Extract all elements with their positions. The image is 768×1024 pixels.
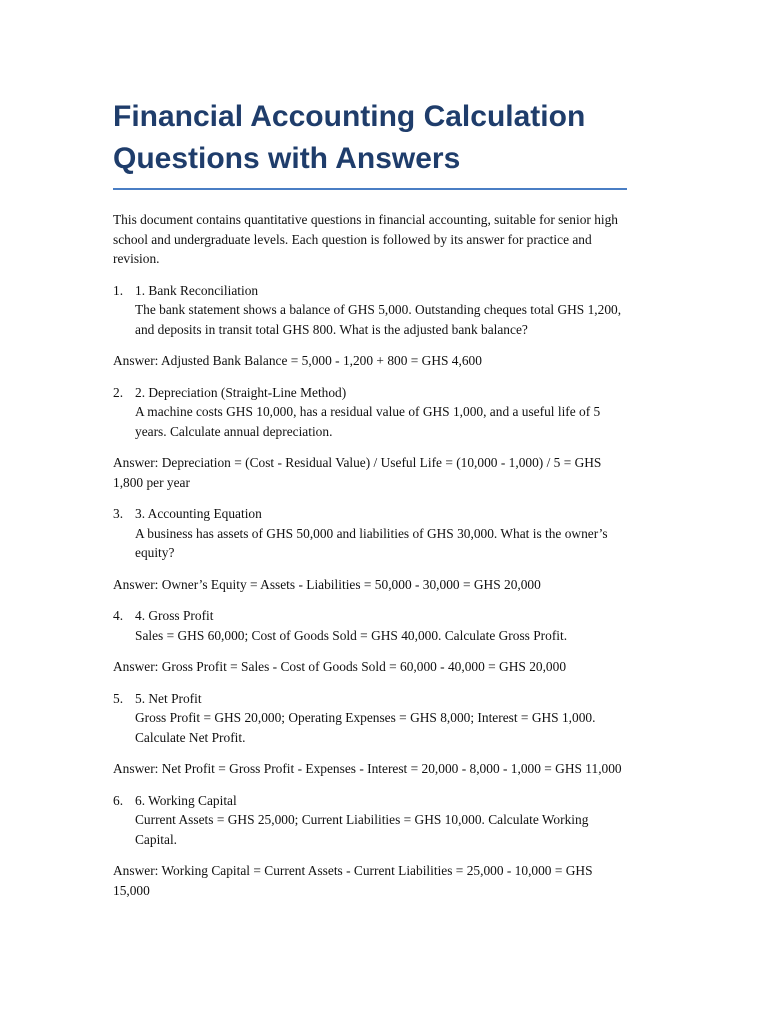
question-item-3 xyxy=(113,504,629,594)
question-body xyxy=(135,504,629,563)
question-text: Sales = GHS 60,000; Cost of Goods Sold = GHS 40,000. Calculate Gross Profit. xyxy=(135,627,568,643)
answer-text: Answer: Depreciation = (Cost - Residual Value) / Useful Life = (10,000 - 1,000) / 5 = GHS 1,800 per year xyxy=(113,455,602,490)
question-body xyxy=(135,689,629,748)
answer-text: Answer: Adjusted Bank Balance = 5,000 - 1,200 + 800 = GHS 4,600 xyxy=(113,353,482,368)
question xyxy=(113,281,629,340)
question-text: The bank statement shows a balance of GHS 5,000. Outstanding cheques total GHS 1,200, and deposits in transit total GHS 800. What is the adjusted bank balance? xyxy=(135,302,622,337)
question-heading: 4. Gross Profit xyxy=(135,608,214,623)
question-heading: 3. Accounting Equation xyxy=(135,506,262,521)
question-number: 5. xyxy=(113,690,124,706)
question xyxy=(113,689,629,748)
question xyxy=(113,606,629,645)
question-text: A machine costs GHS 10,000, has a residual value of GHS 1,000, and a useful life of 5 years. Calculate annual depreciation. xyxy=(135,404,601,439)
question-body xyxy=(135,281,629,340)
question-number: 6. xyxy=(113,792,124,808)
question-body xyxy=(135,383,629,442)
question-text: Current Assets = GHS 25,000; Current Liabilities = GHS 10,000. Calculate Working Capital. xyxy=(135,812,589,847)
question-number: 1. xyxy=(113,282,124,298)
question-heading: 1. Bank Reconciliation xyxy=(135,282,259,298)
question-body xyxy=(135,791,629,850)
answer-text: Answer: Owner’s Equity = Assets - Liabilities = 50,000 - 30,000 = GHS 20,000 xyxy=(113,576,541,592)
question-text: A business has assets of GHS 50,000 and liabilities of GHS 30,000. What is the owner’s equity? xyxy=(135,525,608,560)
answer-text: Answer: Working Capital = Current Assets - Current Liabilities = 25,000 - 10,000 = GHS 15,000 xyxy=(113,863,593,898)
question-number: 3. xyxy=(113,506,124,521)
question-text: Gross Profit = GHS 20,000; Operating Expenses = GHS 8,000; Interest = GHS 1,000. Calculate Net Profit. xyxy=(135,710,596,745)
question-list xyxy=(113,281,629,901)
question-item-5 xyxy=(113,689,629,779)
question-item-2 xyxy=(113,383,629,493)
question-number: 2. xyxy=(113,384,124,400)
question-heading: 6. Working Capital xyxy=(135,792,237,808)
question-number: 4. xyxy=(113,608,124,623)
question xyxy=(113,504,629,563)
answer-text: Answer: Gross Profit = Sales - Cost of Goods Sold = 60,000 - 40,000 = GHS 20,000 xyxy=(113,659,567,674)
question-heading: 2. Depreciation (Straight-Line Method) xyxy=(135,384,347,400)
intro-paragraph: This document contains quantitative questions in financial accounting, suitable for senior high school and undergraduate levels. Each question is followed by its answer for practice and revision. xyxy=(113,212,619,266)
document-page xyxy=(113,96,629,912)
question-item-1 xyxy=(113,281,629,371)
question xyxy=(113,383,629,442)
answer-text: Answer: Net Profit = Gross Profit - Expenses - Interest = 20,000 - 8,000 - 1,000 = GHS 11,000 xyxy=(113,761,622,776)
question-item-4 xyxy=(113,606,629,677)
question-heading: 5. Net Profit xyxy=(135,690,202,706)
document-title: Financial Accounting Calculation Questions with Answers xyxy=(113,96,627,190)
question-item-6 xyxy=(113,791,629,901)
question-body xyxy=(135,606,629,645)
question xyxy=(113,791,629,850)
